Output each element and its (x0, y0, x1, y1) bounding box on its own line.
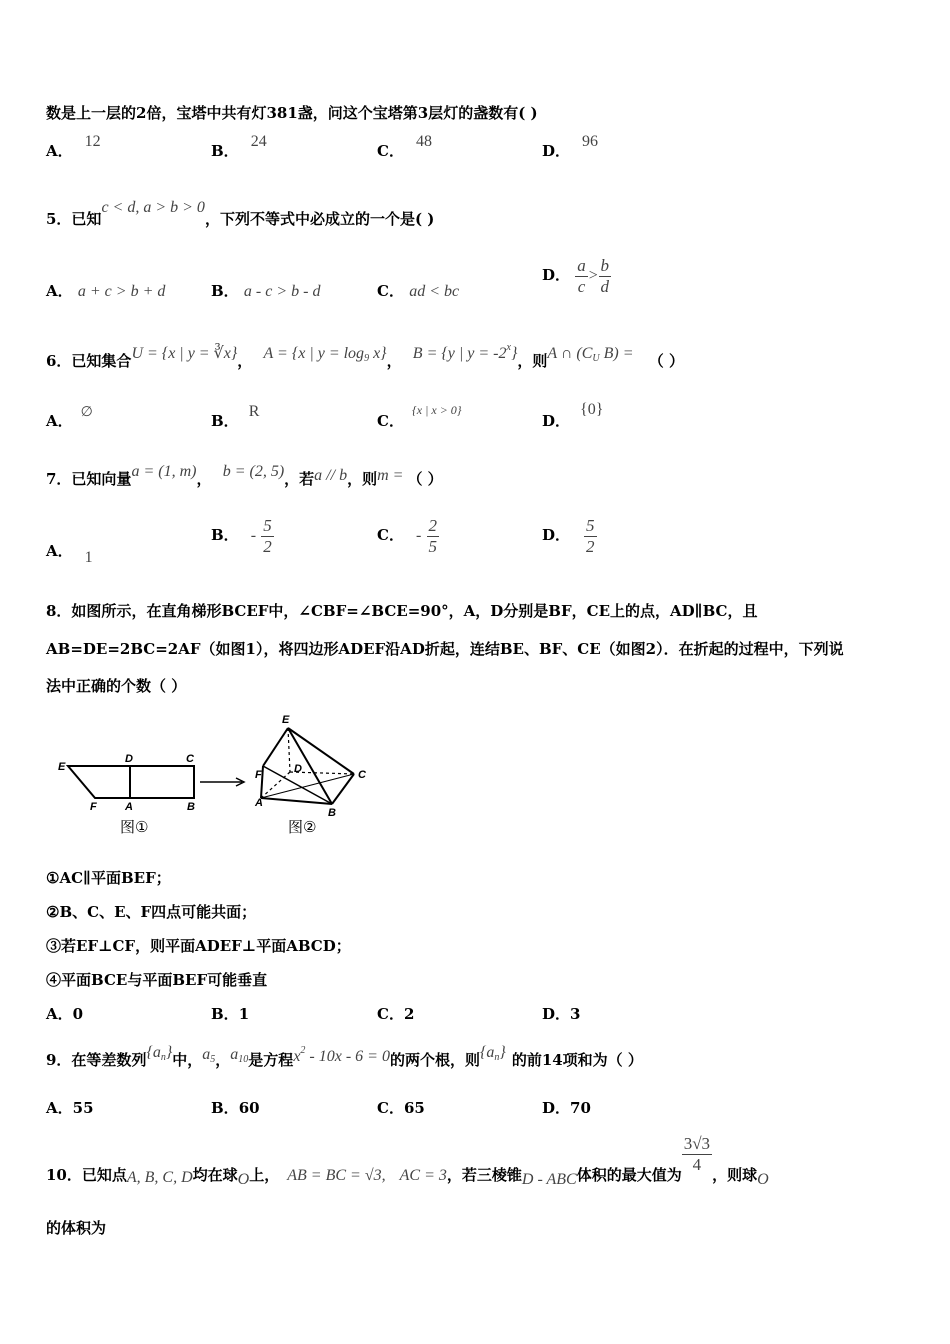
q8-statement-3: ③若EF⊥CF，则平面ADEF⊥平面ABCD； (46, 937, 351, 955)
q6-option-c: C．$^{\{x | x > 0\}}$ (377, 403, 462, 430)
q4-option-c: C．48 (377, 133, 432, 160)
fig1-label-c: C (186, 753, 194, 765)
q8-figures (50, 710, 390, 840)
q5-option-b: B． a - c > b - d (211, 282, 321, 300)
q9-option-d: D．70 (542, 1099, 591, 1117)
q8-line2: AB=DE=2BC=2AF（如图1），将四边形ADEF沿AD折起，连结BE、BF、CE（如图2）．在折起的过程中，下列说 (46, 640, 844, 658)
fig2-caption: 图② (288, 818, 317, 836)
fig1-caption: 图① (120, 818, 149, 836)
fig2-label-a: A (255, 797, 263, 809)
q8-statement-4: ④平面BCE与平面BEF可能垂直 (46, 971, 268, 989)
q5-stem: 5．已知c < d, a > b > 0，下列不等式中必成立的一个是( ) (46, 199, 435, 228)
fig1-label-f: F (90, 801, 97, 813)
fig1-rect-right (130, 766, 194, 798)
q8-statement-1: ①AC∥平面BEF； (46, 869, 171, 887)
q9-stem: 9．在等差数列$\{a_n\}$中，$a_5$，$a_{10}$是方程$x^2 - 10x - 6 = 0$的两个根，则$\{a_n\}$ 的前14项和为（ ） (46, 1044, 643, 1069)
q7-option-c: C． - $\frac{2}{5}$ (377, 516, 438, 556)
q6-option-b: B．R (211, 403, 260, 430)
q7-option-d: D． $\frac{5}{2}$ (542, 516, 595, 556)
q10-stem: 10．已知点A, B, C, D均在球O上， AB = BC = √3, AC = 3，若三棱锥D - ABC体积的最大值为 $\frac{3√3}{4}$ ，则球O (46, 1134, 769, 1189)
q5-option-c: C． ad < bc (377, 282, 460, 300)
fig2-label-b: B (328, 807, 336, 819)
q7-stem: 7．已知向量a = (1, m)， b = (2, 5)，若a // b，则m = （ ） (46, 463, 443, 488)
q8-option-b: B．1 (211, 1005, 250, 1023)
q10-line2: 的体积为 (46, 1219, 107, 1237)
q8-option-c: C．2 (377, 1005, 415, 1023)
q6-option-a: A． ∅ (46, 405, 93, 430)
q9-option-b: B．60 (211, 1099, 260, 1117)
q4-option-a: A．12 (46, 133, 101, 160)
fig2-label-e: E (282, 714, 290, 726)
q7-option-b: B． - $\frac{5}{2}$ (211, 516, 272, 556)
q8-statement-2: ②B、C、E、F四点可能共面； (46, 903, 257, 921)
q5-option-a: A． a + c > b + d (46, 282, 166, 300)
fig1-label-e: E (58, 761, 66, 773)
q4-option-d: D．96 (542, 133, 599, 160)
q6-stem: 6．已知集合U = {x | y = ∛x}， A = {x | $y = \log_9 x$}， B = {y | $y = -2^x$}，则A ∩ ($C_U$ B) = （ ） (46, 342, 685, 370)
q4-option-b: B．24 (211, 133, 267, 160)
q7-option-a: A． 1 (46, 542, 93, 566)
q8-option-a: A．0 (46, 1005, 84, 1023)
fig1-label-d: D (125, 753, 133, 765)
q4-stem: 数是上一层的2倍，宝塔中共有灯381盏，问这个宝塔第3层灯的盏数有( ) (46, 104, 538, 122)
fig2-label-d: D (294, 763, 302, 775)
fig2-label-c: C (358, 769, 366, 781)
q8-option-d: D．3 (542, 1005, 581, 1023)
q6-option-d: D．{0} (542, 401, 604, 430)
fig2-label-f: F (255, 769, 262, 781)
q5-option-d: D． $\frac{a}{c}$ > $\frac{b}{d}$ (542, 256, 610, 296)
q9-option-c: C．65 (377, 1099, 425, 1117)
q8-line3: 法中正确的个数（ ） (46, 677, 187, 695)
q9-option-a: A．55 (46, 1099, 94, 1117)
q8-line1: 8．如图所示，在直角梯形BCEF中，∠CBF=∠BCE=90°，A，D分别是BF，CE上的点，AD∥BC，且 (46, 602, 758, 620)
fig1-label-a: A (125, 801, 133, 813)
fig1-label-b: B (187, 801, 195, 813)
fig1-trapezoid-left (68, 766, 130, 798)
